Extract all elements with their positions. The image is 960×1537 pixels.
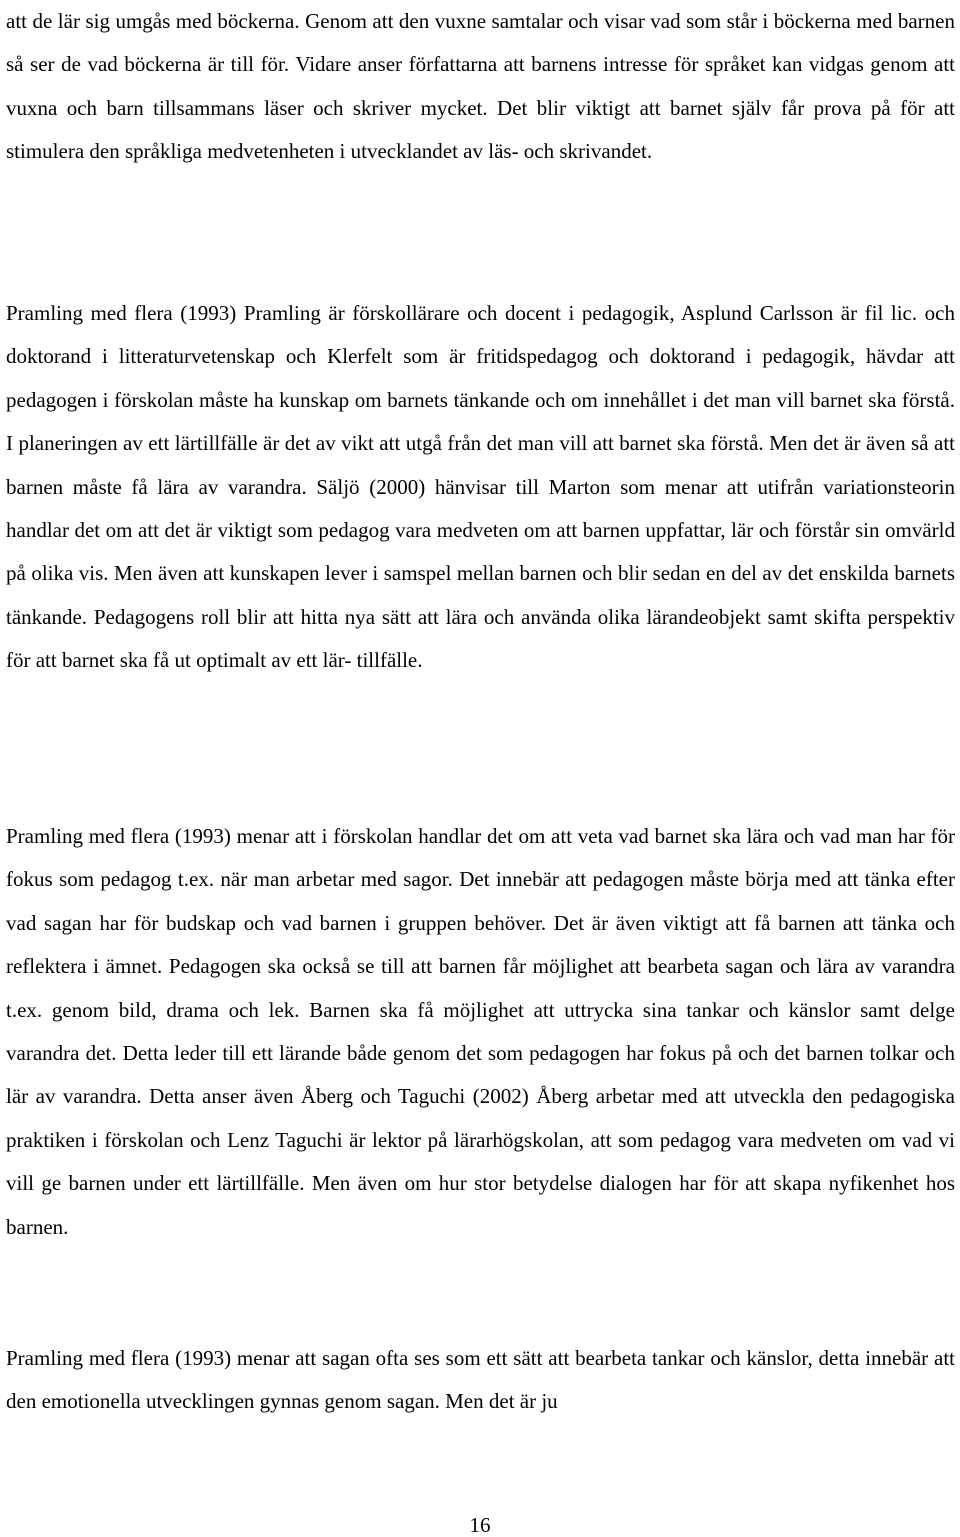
page-number: 16 [469,1513,491,1537]
body-paragraph-3: Pramling med flera (1993) menar att i förskolan handlar det om att veta vad barnet ska lära och vad man har för fokus som pedagog t.ex. när man arbetar med sagor. Det innebär att pedagogen måste börja med att tänka efter vad sagan har för budskap och vad barnen i gruppen behöver. Det är även viktigt att få barnen att tänka och reflektera i ämnet. Pedagogen ska också se till att barnen får möjlighet att bearbeta sagan och lära av varandra t.ex. genom bild, drama och lek. Barnen ska få möjlighet att uttrycka sina tankar och känslor samt delge varandra det. Detta leder till ett lärande både genom det som pedagogen har fokus på och det barnen tolkar och lär av varandra. Detta anser även Åberg och Taguchi (2002) Åberg arbetar med att utveckla den pedagogiska praktiken i förskolan och Lenz Taguchi är lektor på lärarhögskolan, att som pedagog vara medveten om vad vi vill ge barnen under ett lärtillfälle. Men även om hur stor betydelse dialogen har för att skapa nyfikenhet hos barnen. [6,824,955,1239]
body-paragraph-1: att de lär sig umgås med böckerna. Genom att den vuxne samtalar och visar vad som står i böckerna med barnen så ser de vad böckerna är till för. Vidare anser författarna att barnens intresse för språket kan vidgas genom att vuxna och barn tillsammans läser och skriver mycket. Det blir viktigt att barnet själv får prova på för att stimulera den språkliga medvetenheten i utvecklandet av läs- och skrivandet. [6,9,955,164]
body-paragraph-4: Pramling med flera (1993) menar att sagan ofta ses som ett sätt att bearbeta tankar och känslor, detta innebär att den emotionella utvecklingen gynnas genom sagan. Men det är ju [6,1346,955,1414]
body-paragraph-2: Pramling med flera (1993) Pramling är förskollärare och docent i pedagogik, Asplund Carlsson är fil lic. och doktorand i litteraturvetenskap och Klerfelt som är fritidspedagog och doktorand i pedagogik, hävdar att pedagogen i förskolan måste ha kunskap om barnets tänkande och om innehållet i det man vill barnet ska förstå. I planeringen av ett lärtillfälle är det av vikt att utgå från det man vill att barnet ska förstå. Men det är även så att barnen måste få lära av varandra. Säljö (2000) hänvisar till Marton som menar att utifrån variationsteorin handlar det om att det är viktigt som pedagog vara medveten om att barnen uppfattar, lär och förstår sin omvärld på olika vis. Men även att kunskapen lever i samspel mellan barnen och blir sedan en del av det enskilda barnets tänkande. Pedagogens roll blir att hitta nya sätt att lära och använda olika lärandeobjekt samt skifta perspektiv för att barnet ska få ut optimalt av ett lär- tillfälle. [6,301,955,673]
